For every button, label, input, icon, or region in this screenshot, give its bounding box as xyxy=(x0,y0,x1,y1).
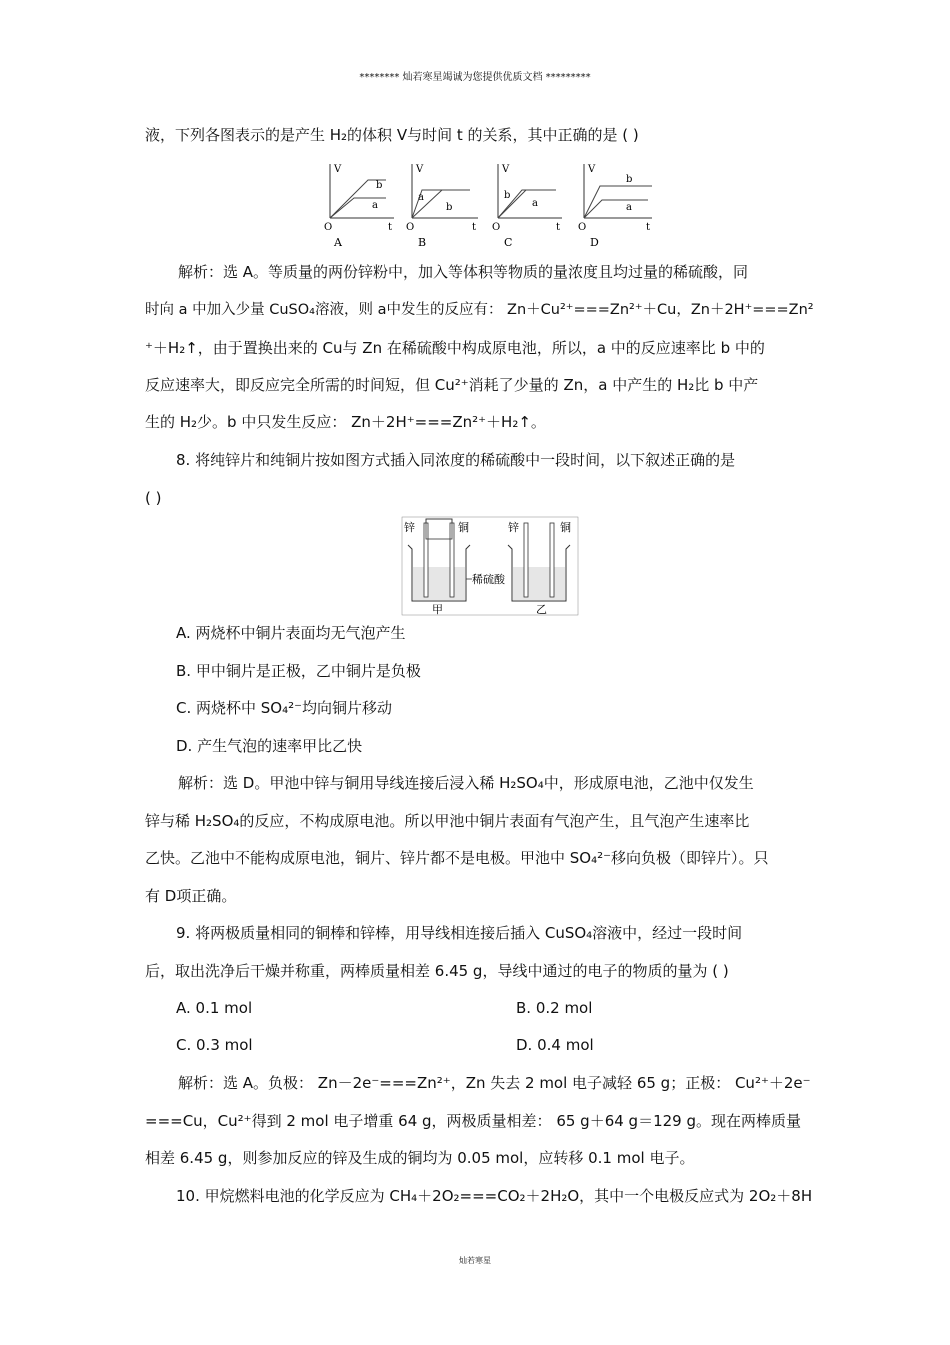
text-line: 解析：选 A。负极： Zn－2e⁻===Zn²⁺，Zn 失去 2 mol 电子减轻 65 g；正极： Cu²⁺＋2e⁻ xyxy=(178,1074,811,1092)
graph-d-l1: b xyxy=(626,174,633,185)
graph-c-x: t xyxy=(556,222,561,233)
copper-label-right: 铜 xyxy=(560,521,571,534)
beaker-right-label: 乙 xyxy=(536,603,547,616)
graph-b xyxy=(406,164,478,249)
text-line: 生的 H₂少。b 中只发生反应： Zn＋2H⁺===Zn²⁺＋H₂↑。 xyxy=(145,413,546,431)
option-9c: C. 0.3 mol xyxy=(176,1036,253,1054)
question-9: 9. 将两极质量相同的铜棒和锌棒，用导线相连接后插入 CuSO₄溶液中，经过一段时间 xyxy=(176,924,743,942)
graph-b-y: V xyxy=(416,164,424,175)
text-line: 后，取出洗净后干燥并称重，两棒质量相差 6.45 g，导线中通过的电子的物质的量为 ( ) xyxy=(145,962,729,980)
acid-label: 稀硫酸 xyxy=(472,573,505,586)
text-line: 解析：选 A。等质量的两份锌粉中，加入等体积等物质的量浓度且均过量的稀硫酸，同 xyxy=(178,263,749,281)
option-a: A. 两烧杯中铜片表面均无气泡产生 xyxy=(176,624,406,642)
beaker-figure xyxy=(400,515,580,621)
graph-c-label: C xyxy=(504,236,513,249)
text-line: 时向 a 中加入少量 CuSO₄溶液，则 a中发生的反应有： Zn＋Cu²⁺===Zn²⁺＋Cu，Zn＋2H⁺===Zn² xyxy=(145,302,814,318)
text-line: ===Cu，Cu²⁺得到 2 mol 电子增重 64 g，两极质量相差： 65 g＋64 g＝129 g。现在两棒质量 xyxy=(145,1112,801,1130)
graph-b-l2: b xyxy=(446,202,453,213)
option-b: B. 甲中铜片是正极，乙中铜片是负极 xyxy=(176,662,421,680)
zinc-label-right: 锌 xyxy=(508,521,519,534)
graph-b-l1: a xyxy=(418,192,424,203)
question-8: 8. 将纯锌片和纯铜片按如图方式插入同浓度的稀硫酸中一段时间，以下叙述正确的是 xyxy=(176,451,736,469)
text-line: ⁺＋H₂↑，由于置换出来的 Cu与 Zn 在稀硫酸中构成原电池，所以，a 中的反应速率比 b 中的 xyxy=(145,339,765,357)
option-c: C. 两烧杯中 SO₄²⁻均向铜片移动 xyxy=(176,699,393,717)
graph-d-origin: O xyxy=(578,222,587,233)
page-footer: 灿若寒星 xyxy=(459,1256,491,1265)
option-9b: B. 0.2 mol xyxy=(516,999,593,1017)
graph-b-origin: O xyxy=(406,222,415,233)
beaker-left-label: 甲 xyxy=(432,603,443,616)
text-line: 液，下列各图表示的是产生 H₂的体积 V与时间 t 的关系，其中正确的是 ( ) xyxy=(145,126,639,144)
graph-d-l2: a xyxy=(626,202,632,213)
text-line: 锌与稀 H₂SO₄的反应，不构成原电池。所以甲池中铜片表面有气泡产生，且气泡产生速率比 xyxy=(145,812,750,830)
graph-c-y: V xyxy=(502,164,510,175)
graph-a-y: V xyxy=(334,164,342,175)
graph-c-l2: a xyxy=(532,198,538,209)
graph-a-l1: b xyxy=(376,180,383,191)
graph-a xyxy=(324,164,394,249)
page-header: ******** 灿若寒星竭诚为您提供优质文档 ********* xyxy=(359,72,591,83)
text-line: 有 D项正确。 xyxy=(145,887,237,905)
graph-figure xyxy=(320,158,660,254)
graph-a-origin: O xyxy=(324,222,333,233)
graph-d xyxy=(578,164,652,249)
question-10: 10. 甲烷燃料电池的化学反应为 CH₄＋2O₂===CO₂＋2H₂O，其中一个电极反应式为 2O₂＋8H xyxy=(176,1187,813,1205)
graph-d-label: D xyxy=(590,236,599,249)
graph-d-x: t xyxy=(646,222,651,233)
beaker-right xyxy=(508,523,570,601)
graph-c-l1: b xyxy=(504,190,511,201)
graph-b-label: B xyxy=(418,236,427,249)
option-9d: D. 0.4 mol xyxy=(516,1036,594,1054)
graph-a-x: t xyxy=(388,222,393,233)
text-line: 相差 6.45 g，则参加反应的锌及生成的铜均为 0.05 mol，应转移 0.1 mol 电子。 xyxy=(145,1149,695,1167)
text-line: 反应速率大，即反应完全所需的时间短，但 Cu²⁺消耗了少量的 Zn，a 中产生的 H₂比 b 中产 xyxy=(145,376,759,394)
graph-d-y: V xyxy=(588,164,596,175)
graph-b-x: t xyxy=(472,222,477,233)
text-line: 乙快。乙池中不能构成原电池，铜片、锌片都不是电极。甲池中 SO₄²⁻移向负极（即锌片）。只 xyxy=(145,849,769,867)
graph-a-l2: a xyxy=(372,200,378,211)
copper-label-left: 铜 xyxy=(458,521,469,534)
option-d: D. 产生气泡的速率甲比乙快 xyxy=(176,737,363,755)
text-line: 解析：选 D。甲池中锌与铜用导线连接后浸入稀 H₂SO₄中，形成原电池，乙池中仅发生 xyxy=(178,774,754,792)
option-9a: A. 0.1 mol xyxy=(176,999,253,1017)
answer-bracket: ( ) xyxy=(145,489,162,507)
zinc-label-left: 锌 xyxy=(404,521,415,534)
graph-a-label: A xyxy=(334,236,342,249)
graph-c xyxy=(492,164,562,249)
graph-c-origin: O xyxy=(492,222,501,233)
